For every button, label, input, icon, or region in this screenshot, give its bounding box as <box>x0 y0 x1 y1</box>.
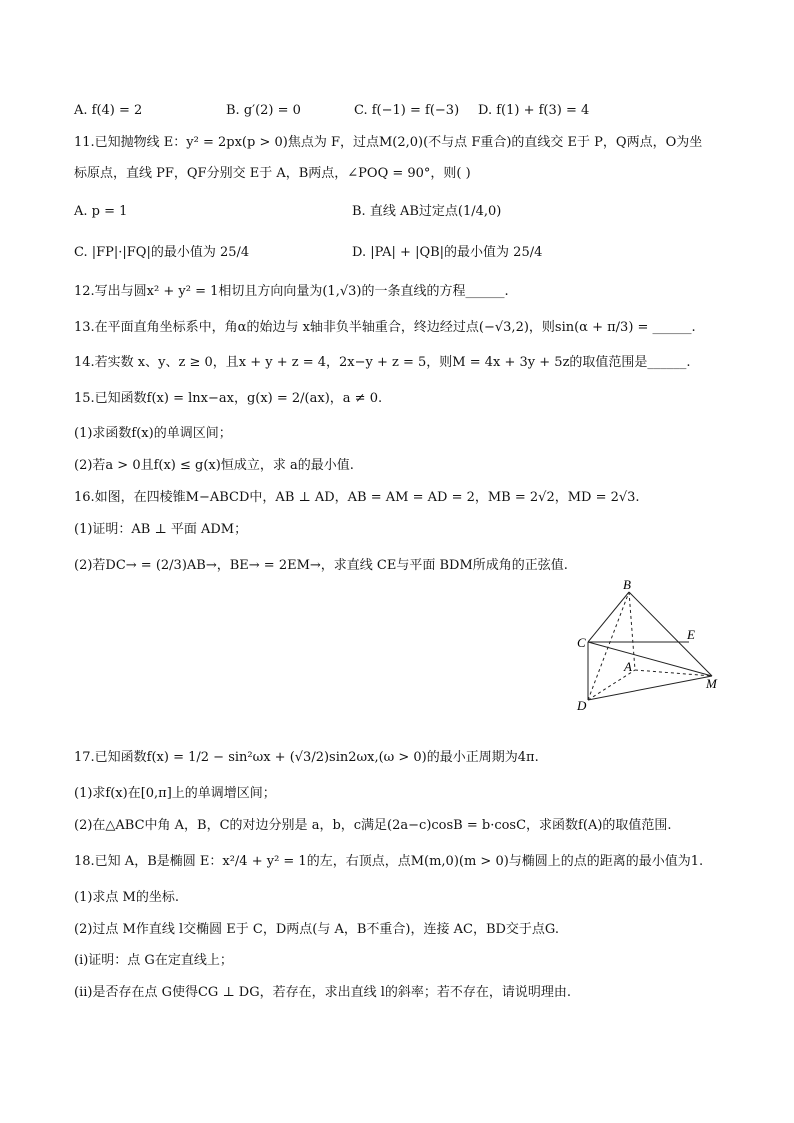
q18-part2-ii: (ⅱ)是否存在点 G使得CG ⊥ DG，若存在，求出直线 l的斜率；若不存在，请说明理由. <box>74 985 572 1000</box>
q10-option-d: D. f(1) + f(3) = 4 <box>478 103 590 118</box>
q18-part1: (1)求点 M的坐标. <box>74 890 179 905</box>
q15-part1: (1)求函数f(x)的单调区间； <box>74 426 232 441</box>
label-a: A <box>624 659 632 674</box>
pyramid-figure <box>565 578 730 718</box>
q16-part1: (1)证明：AB ⊥ 平面 ADM； <box>74 522 248 537</box>
q11-option-a: A. p = 1 <box>74 204 128 219</box>
q10-option-c: C. f(−1) = f(−3) <box>354 103 460 118</box>
q11-stem-line1: 11.已知抛物线 E：y² = 2px(p > 0)焦点为 F，过点M(2,0)(不与点 F重合)的直线交 E于 P，Q两点，O为坐 <box>74 135 703 150</box>
edge-db-hidden <box>588 592 629 700</box>
q15-stem: 15.已知函数f(x) = lnx−ax，g(x) = 2/(ax)，a ≠ 0. <box>74 391 383 406</box>
q11-option-d: D. |PA| + |QB|的最小值为 25/4 <box>352 245 543 260</box>
edge-bc <box>588 592 629 642</box>
label-d: D <box>577 698 587 713</box>
label-e: E <box>687 627 695 642</box>
q11-option-c: C. |FP|·|FQ|的最小值为 25/4 <box>74 245 250 260</box>
q11-option-b: B. 直线 AB过定点(1/4,0) <box>352 204 502 219</box>
q12-stem: 12.写出与圆x² + y² = 1相切且方向向量为(1,√3)的一条直线的方程______. <box>74 284 509 299</box>
q10-option-a: A. f(4) = 2 <box>74 103 143 118</box>
label-m: M <box>706 676 717 691</box>
q15-part2: (2)若a > 0且f(x) ≤ g(x)恒成立，求 a的最小值. <box>74 458 354 473</box>
q18-part2-i: (ⅰ)证明：点 G在定直线上； <box>74 953 233 968</box>
pyramid-diagram <box>565 578 730 718</box>
q18-part2: (2)过点 M作直线 l交椭圆 E于 C，D两点(与 A，B不重合)，连接 AC，BD交于点G. <box>74 922 559 937</box>
edge-bm <box>629 592 712 676</box>
q17-part2: (2)在△ABC中角 A，B，C的对边分别是 a，b，c满足(2a−c)cosB = b·cosC，求函数f(A)的取值范围. <box>74 818 672 833</box>
q10-option-b: B. g′(2) = 0 <box>226 103 301 118</box>
q11-stem-line2: 标原点，直线 PF，QF分别交 E于 A，B两点，∠POQ = 90°，则( ) <box>74 166 471 181</box>
label-b: B <box>623 577 631 592</box>
q13-stem: 13.在平面直角坐标系中，角α的始边与 x轴非负半轴重合，终边经过点(−√3,2)，则sin(α + π/3) = ______. <box>74 320 696 335</box>
edge-dm <box>588 676 712 700</box>
q17-part1: (1)求f(x)在[0,π]上的单调增区间； <box>74 786 276 801</box>
q16-stem: 16.如图，在四棱锥M−ABCD中，AB ⊥ AD，AB = AM = AD = 2，MB = 2√2，MD = 2√3. <box>74 490 640 505</box>
label-c: C <box>577 635 586 650</box>
edge-cm <box>588 642 712 676</box>
q18-stem: 18.已知 A，B是椭圆 E：x²/4 + y² = 1的左，右顶点，点M(m,0)(m > 0)与椭圆上的点的距离的最小值为1. <box>74 854 704 869</box>
q16-part2: (2)若DC→ = (2/3)AB→，BE→ = 2EM→，求直线 CE与平面 BDM所成角的正弦值. <box>74 558 568 573</box>
q14-stem: 14.若实数 x、y、z ≥ 0，且x + y + z = 4，2x−y + z = 5，则M = 4x + 3y + 5z的取值范围是______. <box>74 355 691 370</box>
q17-stem: 17.已知函数f(x) = 1/2 − sin²ωx + (√3/2)sin2ωx,(ω > 0)的最小正周期为4π. <box>74 750 539 765</box>
